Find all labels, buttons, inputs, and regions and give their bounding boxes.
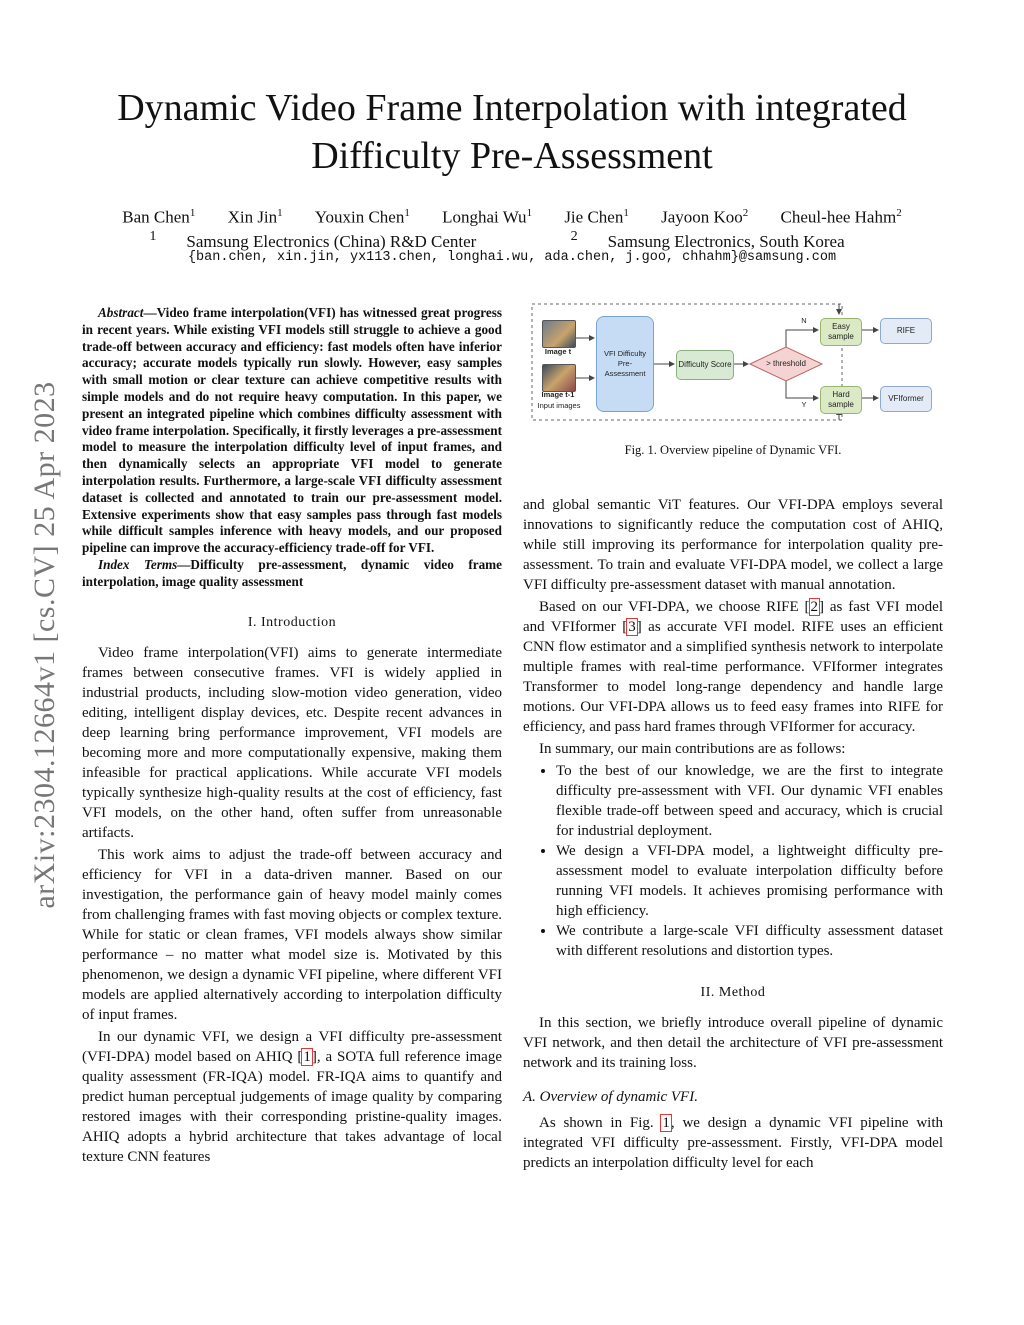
vfiformer-box: VFIformer [880, 386, 932, 412]
vfi-dpa-box: VFI Difficulty Pre-Assessment [596, 316, 654, 412]
author: Longhai Wu$^1$ [442, 207, 533, 227]
author: Cheul-hee Hahm$^2$ [780, 207, 902, 227]
left-column [82, 305, 502, 1169]
affiliation-2: $^2$ Samsung Electronics, South Korea [570, 228, 845, 251]
citation-link[interactable]: 1 [303, 1048, 311, 1065]
list-item: • To the best of our knowledge, we are the first to integrate difficulty pre-assessment with VFI. Our dynamic VFI enables flexible trade-off between speed and accuracy, which is crucial for industrial deployment. [556, 761, 943, 841]
section-heading-introduction: I. Introduction [247, 614, 337, 630]
author: Jayoon Koo$^2$ [661, 207, 749, 227]
subsection-heading: A. Overview of dynamic VFI. [523, 1089, 698, 1105]
figure-pipeline [528, 298, 948, 428]
yes-label: Y [801, 400, 807, 409]
no-label: N [801, 316, 807, 325]
abstract-text: —Video frame interpolation(VFI) has witnessed great progress in recent years. While existing VFI models still struggle to achieve a good trade-off between accuracy and efficiency: fast models often have inferior accuracy; accurate models typically run slowly. However, easy samples with small motion or clear texture can achieve competitive results with simple models and do not require heavy computation. In this paper, we present an integrated pipeline which combines difficulty assessment with video frame interpolation. Specifically, it firstly leverages a pre-assessment model to measure the interpolation difficulty level of input frames, and then dynamically selects an appropriate VFI model to generate interpolation results. Furthermore, a large-scale VFI difficulty assessment dataset is collected and annotated to train our pre-assessment model. Extensive experiments show that easy samples pass through fast models while difficult samples inference with heavy models, and our proposed pipeline can improve the accuracy-efficiency trade-off for VFI. [82, 305, 502, 556]
author: Youxin Chen$^1$ [314, 207, 410, 227]
list-item: • We contribute a large-scale VFI difficulty assessment dataset with different resolutions and distortion types. [556, 921, 943, 961]
index-terms-text: —Difficulty pre-assessment, dynamic video frame interpolation, image quality assessment [82, 556, 502, 589]
easy-sample-box: Easy sample [820, 318, 862, 346]
paragraph: Based on our VFI-DPA, we choose RIFE [2] as fast VFI model and VFIformer [3] as accurate VFI model. RIFE uses an efficient CNN flow estimator and a simplified synthesis network to interpolate multiple frames with real-time performance. VFIformer integrates Transformer to model long-range dependency and handle large motions. Our VFI-DPA allows us to feed easy frames into RIFE for efficiency, and pass hard frames through VFIformer for accuracy. [523, 599, 943, 735]
threshold-label: > threshold [766, 359, 806, 368]
affiliation-1: $^1$ Samsung Electronics (China) R&D Center [149, 228, 477, 251]
paragraph: This work aims to adjust the trade-off between accuracy and efficiency for VFI in a data-driven manner. Based on our investigation, the performance gain of heavy model mainly comes from challenging frames with fast moving objects or complex texture. While for static or clean frames, VFI models always show similar performance – no matter what model size is. Motivated by this phenomenon, we design a dynamic VFI pipeline, where different VFI models are applied alternatively according to interpolation difficulty of input frames. [82, 846, 502, 1023]
difficulty-score-box: Difficulty Score [676, 350, 734, 380]
index-terms-label: Index Terms [98, 556, 178, 572]
author: Xin Jin$^1$ [227, 207, 283, 227]
figure-caption: Fig. 1. Overview pipeline of Dynamic VFI. [624, 443, 842, 457]
paper-title: Dynamic Video Frame Interpolation with integrated Difficulty Pre-Assessment [117, 87, 907, 177]
arxiv-stamp [20, 345, 70, 945]
input-images-label: Input images [537, 401, 581, 410]
paragraph: Video frame interpolation(VFI) aims to generate intermediate frames between consecutive frames. VFI is widely applied in industrial products, including slow-motion video generation, video editing, intelligent display devices, etc. Despite recent advances in deep learning bring performance improvement, VFI models are becoming more and more computationally expensive, making them infeasible for practical applications. While accurate VFI models typically synthesize high-quality results at the cost of efficiency, fast VFI models, on the other hand, often suffer from unreasonable artifacts. [82, 644, 502, 841]
paragraph: As shown in Fig. 1, we design a dynamic VFI pipeline with integrated VFI difficulty pre-assessment. Firstly, VFI-DPA model predicts an interpolation difficulty level for each [523, 1115, 943, 1171]
rife-box: RIFE [880, 318, 932, 344]
author-emails: {ban.chen, xin.jin, yx113.chen, longhai.wu, ada.chen, j.goo, chhahm}@samsung.com [187, 250, 837, 265]
figure-link[interactable]: 1 [662, 1115, 670, 1131]
list-item: • We design a VFI-DPA model, a lightweight difficulty pre-assessment model to evaluate interpolation difficulty before running VFI models. It achieves promising performance with high efficiency. [556, 841, 943, 921]
paragraph: and global semantic ViT features. Our VFI-DPA employs several innovations to significantly reduce the computation cost of AHIQ, while still improving its performance for interpolation quality pre-assessment. To train and evaluate VFI-DPA model, we collect a large VFI difficulty pre-assessment dataset with manual annotation. [523, 497, 943, 593]
section-heading-method: II. Method [700, 985, 766, 1000]
contributions-list [523, 761, 943, 961]
author: Ban Chen$^1$ [122, 207, 196, 227]
abstract-label: Abstract [98, 305, 144, 320]
paragraph: In our dynamic VFI, we design a VFI difficulty pre-assessment (VFI-DPA) model based on AHIQ [1], a SOTA full reference image quality assessment (FR-IQA) model. FR-IQA aims to quantify and predict human perceptual judgements of image quality by comparing restored images with their corresponding pristine-quality images. AHIQ adopts a hybrid architecture that takes advantage of local texture CNN features [82, 1028, 502, 1165]
author: Jie Chen$^1$ [564, 207, 629, 227]
image-t-label: Image t [544, 347, 572, 356]
paragraph: In this section, we briefly introduce overall pipeline of dynamic VFI network, and then detail the architecture of VFI pre-assessment network and its training loss. [523, 1015, 943, 1071]
affiliations [60, 225, 964, 253]
hard-sample-box: Hard sample [820, 386, 862, 414]
arxiv-id: arXiv:2304.12664v1 [cs.CV] 25 Apr 2023 [28, 381, 61, 909]
right-column [523, 495, 943, 1175]
frame-thumbnail [542, 364, 576, 392]
frame-thumbnail [542, 320, 576, 348]
paragraph: In summary, our main contributions are as follows: [539, 741, 846, 757]
index-terms [82, 557, 502, 591]
citation-link[interactable]: 2 [810, 599, 819, 615]
image-t1-label: Image t-1 [541, 390, 575, 399]
abstract [82, 305, 502, 557]
citation-link[interactable]: 3 [628, 619, 636, 635]
